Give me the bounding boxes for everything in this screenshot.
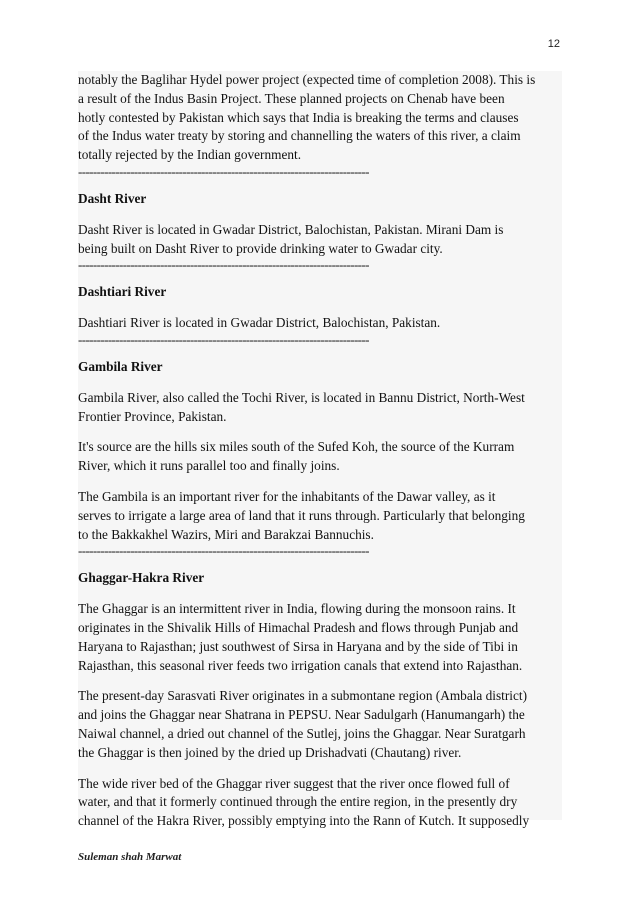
gambila-paragraph-2: It's source are the hills six miles south of the Sufed Koh, the source of the Kurram River, which it runs parallel too and finally joins.: [78, 439, 515, 474]
separator: ------------------------------------------------------------------------------: [78, 543, 369, 559]
separator: ------------------------------------------------------------------------------: [78, 257, 369, 273]
gambila-paragraph-1: Gambila River, also called the Tochi River, is located in Bannu District, North-West Frontier Province, Pakistan.: [78, 389, 525, 424]
page-number: 12: [547, 38, 560, 50]
section-heading-ghaggar-hakra: Ghaggar-Hakra River: [78, 570, 205, 586]
footer-author: Suleman shah Marwat: [78, 851, 182, 863]
separator: ------------------------------------------------------------------------------: [78, 163, 369, 179]
ghaggar-paragraph-1: The Ghaggar is an intermittent river in India, flowing during the monsoon rains. It originates in the Shivalik Hills of Himachal Pradesh and flows through Punjab and Haryana to Rajasthan; just southwest of Sirsa in Haryana and by the side of Tibi in Rajasthan, this seasonal river feeds two irrigation canals that extend into Rajasthan.: [78, 601, 523, 673]
dashtiari-paragraph: Dashtiari River is located in Gwadar District, Balochistan, Pakistan.: [78, 315, 441, 331]
gambila-paragraph-3: The Gambila is an important river for the inhabitants of the Dawar valley, as it serves to irrigate a large area of land that it runs through. Particularly that belonging to the Bakkakhel Wazirs, Miri and Barakzai Bannuchis.: [78, 488, 525, 542]
section-heading-gambila: Gambila River: [78, 358, 163, 374]
intro-paragraph: notably the Baglihar Hydel power project (expected time of completion 2008). This is a result of the Indus Basin Project. These planned projects on Chenab have been hotly contested by Pakistan which says that India is breaking the terms and clauses of the Indus water treaty by storing and channelling the waters of this river, a claim totally rejected by the Indian government.: [78, 72, 536, 163]
section-heading-dasht: Dasht River: [78, 190, 147, 206]
ghaggar-paragraph-2: The present-day Sarasvati River originates in a submontane region (Ambala district) and joins the Ghaggar near Shatrana in PEPSU. Near Sadulgarh (Hanumangarh) the Naiwal channel, a dried out channel of the Sutlej, joins the Ghaggar. Near Suratgarh the Ghaggar is then joined by the dried up Drishadvati (Chautang) river.: [78, 688, 528, 760]
dasht-paragraph: Dasht River is located in Gwadar District, Balochistan, Pakistan. Mirani Dam is being built on Dasht River to provide drinking water to Gwadar city.: [78, 221, 504, 256]
separator: ------------------------------------------------------------------------------: [78, 331, 369, 347]
document-body: [78, 71, 562, 829]
ghaggar-paragraph-3: The wide river bed of the Ghaggar river suggest that the river once flowed full of water, and that it formerly continued through the entire region, in the presently dry channel of the Hakra River, possibly emptying into the Rann of Kutch. It supposedly: [78, 775, 530, 829]
section-heading-dashtiari: Dashtiari River: [78, 284, 167, 300]
